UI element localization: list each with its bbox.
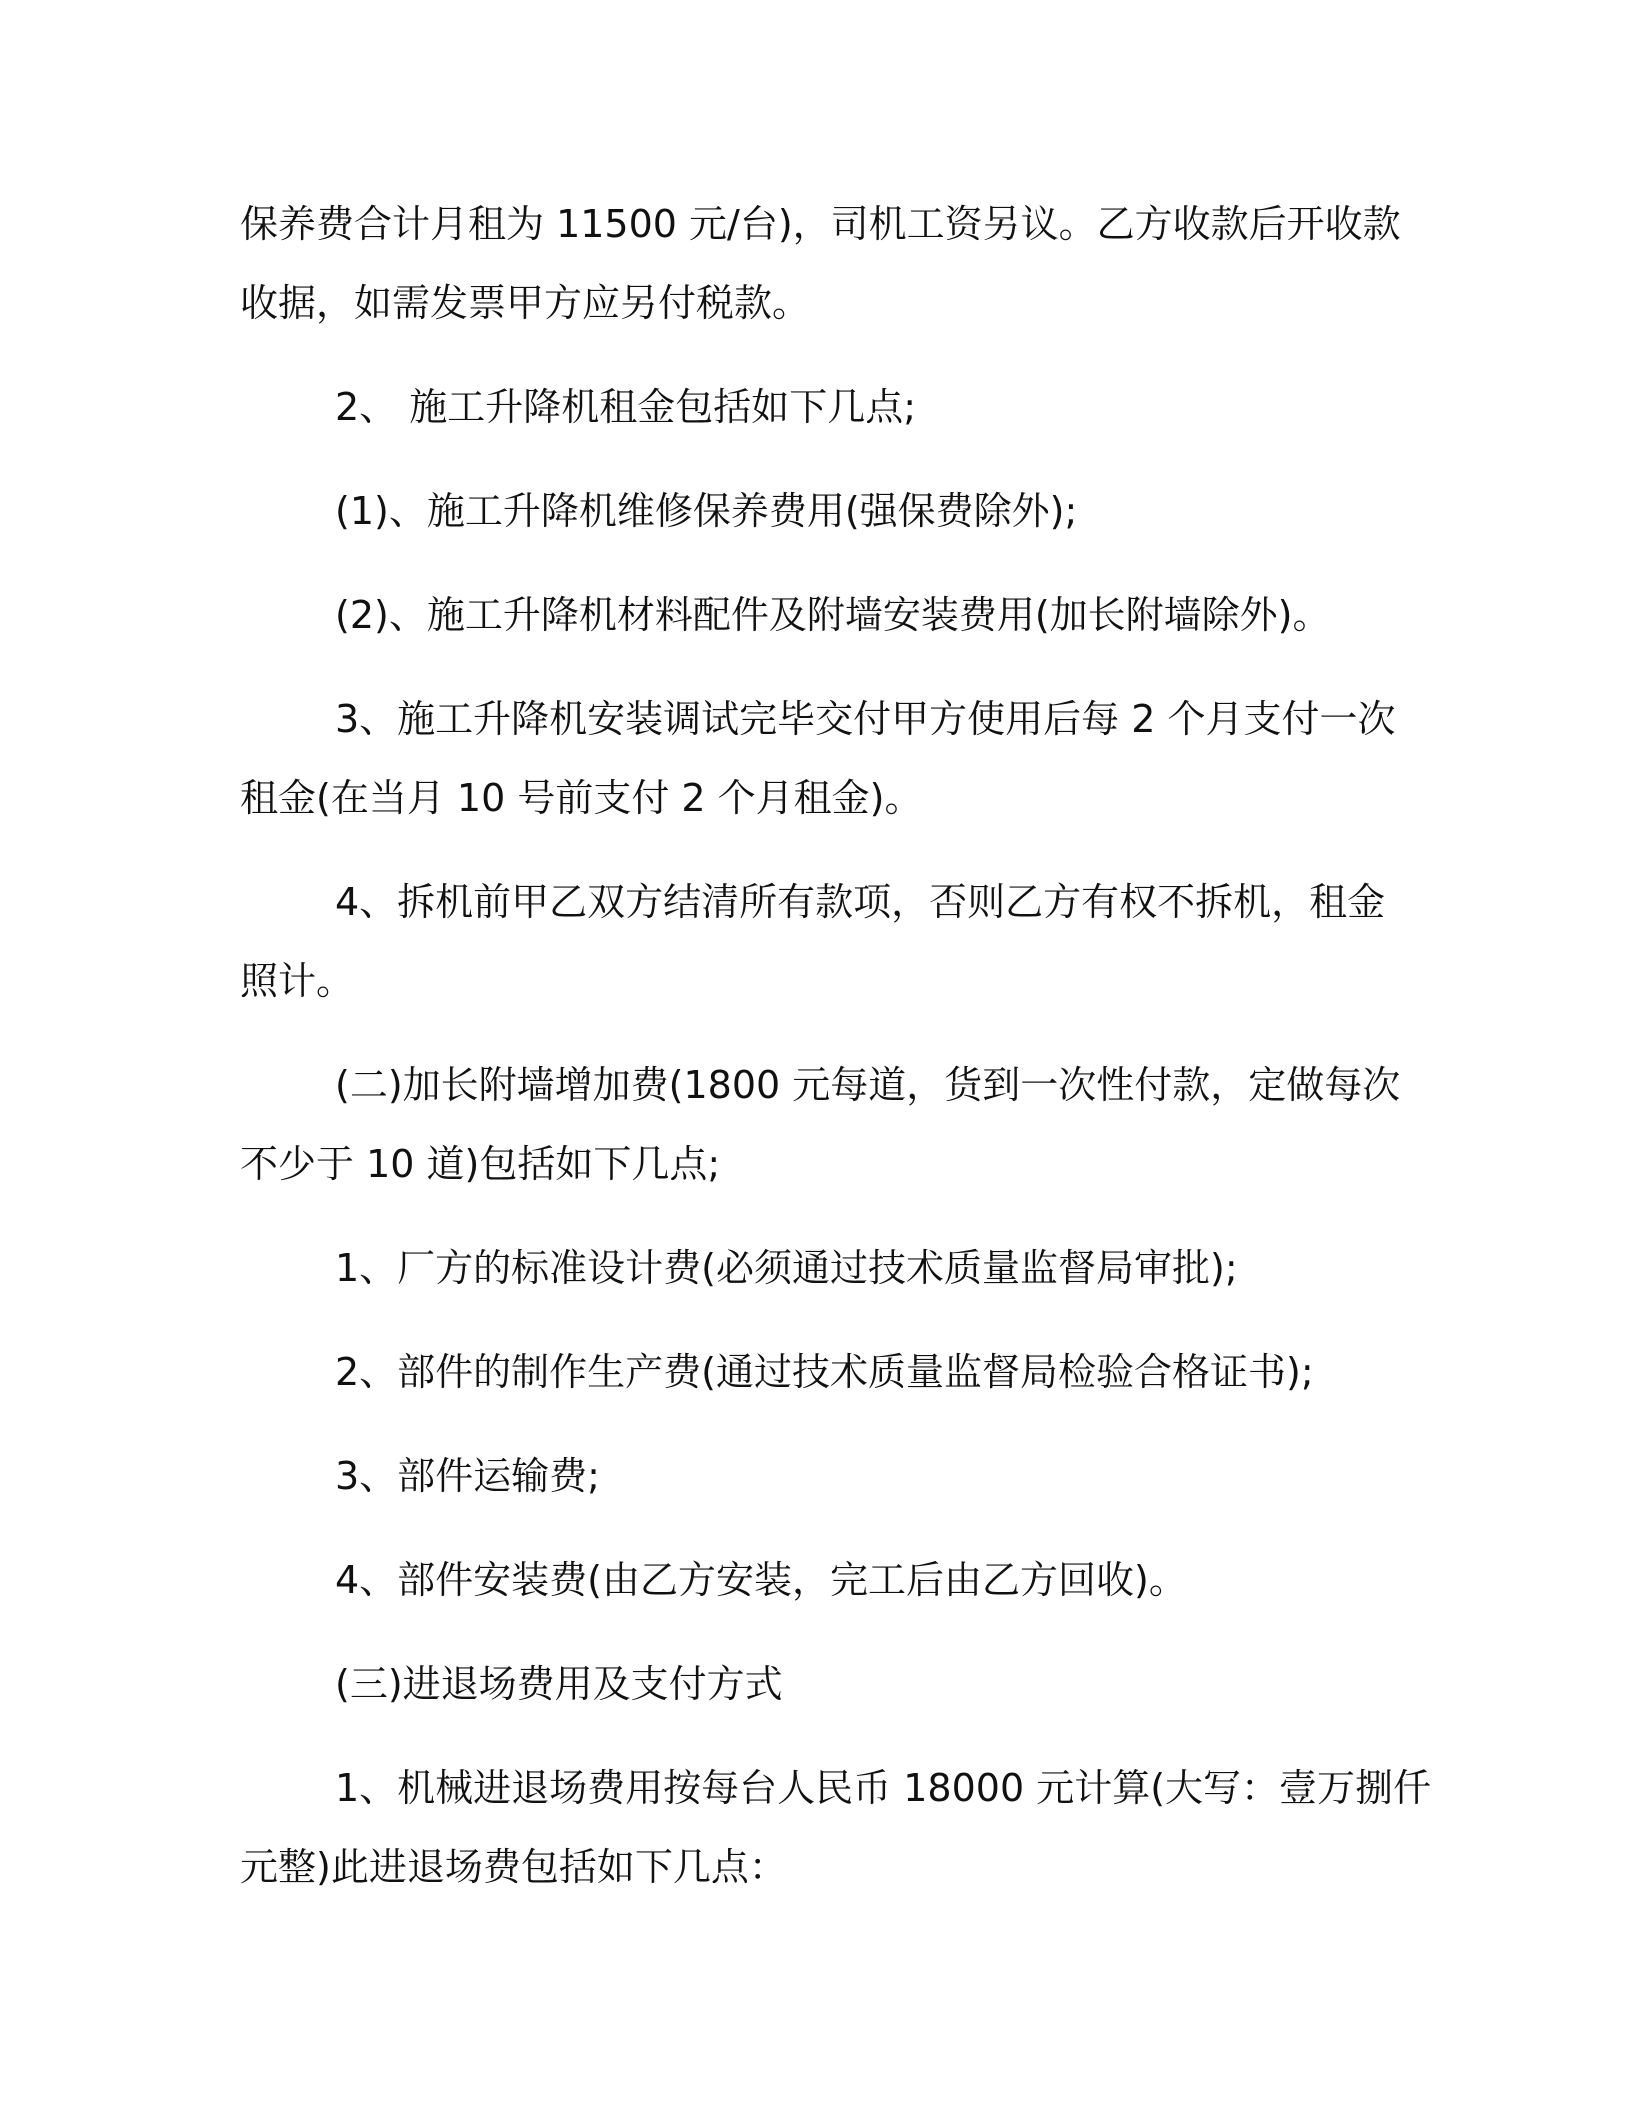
text-line: 收据，如需发票甲方应另付税款。 [240,281,811,325]
paragraph-rent-total [240,185,1400,343]
text-line: 保养费合计月租为 11500 元/台)，司机工资另议。乙方收款后开收款 [240,202,1401,246]
text-line: (二)加长附墙增加费(1800 元每道，货到一次性付款，定做每次 [335,1063,1401,1107]
paragraph-production-fee [240,1333,1400,1412]
text-line: 2、 施工升降机租金包括如下几点; [335,385,917,429]
text-line: 1、厂方的标准设计费(必须通过技术质量监督局审批); [335,1246,1238,1290]
text-line: 不少于 10 道)包括如下几点; [240,1142,721,1186]
document-body [240,185,1432,1932]
paragraph-rent-includes [240,368,1400,447]
text-line: 1、机械进退场费用按每台人民币 18000 元计算(大写：壹万捌仟 [335,1766,1432,1810]
paragraph-item-2 [240,576,1400,655]
text-line: 租金(在当月 10 号前支付 2 个月租金)。 [240,776,923,820]
paragraph-transport-fee [240,1437,1400,1516]
paragraph-design-fee [240,1229,1400,1308]
text-line: 照计。 [240,959,355,1003]
paragraph-extended-wall-fee [240,1046,1400,1204]
text-line: 4、部件安装费(由乙方安装，完工后由乙方回收)。 [335,1558,1187,1602]
text-line: 4、拆机前甲乙双方结清所有款项，否则乙方有权不拆机，租金 [335,880,1386,924]
text-line: (1)、施工升降机维修保养费用(强保费除外); [335,489,1078,533]
paragraph-install-fee [240,1541,1400,1620]
paragraph-entry-exit-fee [240,1749,1432,1907]
paragraph-item-1 [240,472,1400,551]
text-line: 元整)此进退场费包括如下几点： [240,1845,787,1889]
paragraph-payment-schedule [240,680,1400,838]
text-line: 3、施工升降机安装调试完毕交付甲方使用后每 2 个月支付一次 [335,697,1396,741]
text-line: 3、部件运输费; [335,1454,600,1498]
paragraph-settlement [240,863,1400,1021]
section-heading-entry-exit [240,1645,1400,1724]
text-line: (2)、施工升降机材料配件及附墙安装费用(加长附墙除外)。 [335,593,1331,637]
text-line: (三)进退场费用及支付方式 [335,1662,783,1706]
text-line: 2、部件的制作生产费(通过技术质量监督局检验合格证书); [335,1350,1314,1394]
